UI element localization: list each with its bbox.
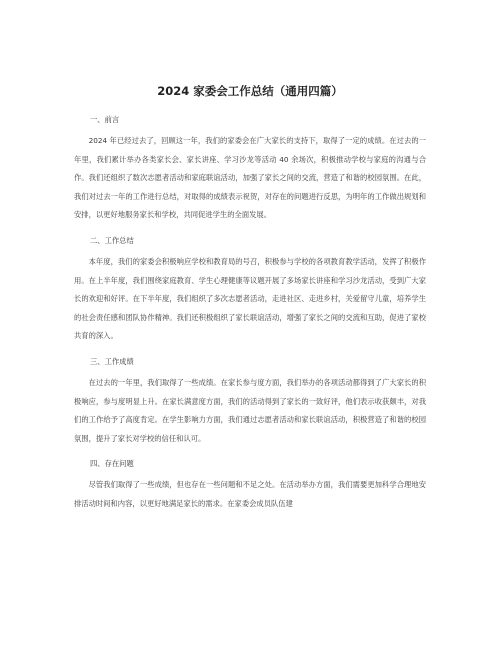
section-work-summary [74, 233, 426, 346]
section-heading: 四、存在问题 [90, 459, 134, 469]
section-paragraph: 本年度，我们的家委会积极响应学校和教育局的号召，积极参与学校的各项教育教学活动，发挥了积极作用。在上半年度，我们围绕家庭教育、学生心理健康等议题开展了多场家长讲座和学习沙龙活动，受到广大家长的欢迎和好评。在下半年度，我们组织了多次志愿者活动，走进社区、走进乡村，关爱留守儿童，培养学生的社会责任感和团队协作精神。我们还积极组织了家长联谊活动，增强了家长之间的交流和互助，促进了家校共育的深入。 [74, 256, 426, 341]
document-title: 2024 家委会工作总结（通用四篇） [157, 84, 343, 98]
section-achievements [74, 354, 426, 448]
section-heading: 一、前言 [90, 115, 120, 124]
section-heading: 二、工作总结 [90, 235, 134, 245]
section-problems [74, 456, 426, 513]
section-heading: 三、工作成绩 [90, 356, 134, 366]
section-paragraph: 尽管我们取得了一些成绩，但也存在一些问题和不足之处。在活动举办方面，我们需要更加科学合理地安排活动时间和内容，以更好地满足家长的需求。在家委会成员队伍建 [74, 480, 426, 508]
section-paragraph: 2024 年已经过去了，回顾这一年，我们的家委会在广大家长的支持下，取得了一定的成绩。在过去的一年里，我们累计举办各类家长会、家长讲座、学习沙龙等活动 40 余场次，积极推动学校与家庭的沟通与合作。我们还组织了数次志愿者活动和家庭联谊活动，加强了家长之间的交流，营造了和谐的校园氛围。在此，我们对过去一年的工作进行总结，对取得的成绩表示祝贺，对存在的问题进行反思，为明年的工作做出规划和安排，以更好地服务家长和学校，共同促进学生的全面发展。 [74, 136, 426, 220]
section-preface [74, 112, 426, 225]
section-paragraph: 在过去的一年里，我们取得了一些成绩。在家长参与度方面，我们举办的各项活动都得到了广大家长的积极响应，参与度明显上升。在家长满意度方面，我们的活动得到了家长的一致好评，他们表示收获颇丰，对我们的工作给予了高度肯定。在学生影响力方面，我们通过志愿者活动和家长联谊活动，积极营造了和谐的校园氛围，提升了家长对学校的信任和认可。 [74, 377, 426, 443]
